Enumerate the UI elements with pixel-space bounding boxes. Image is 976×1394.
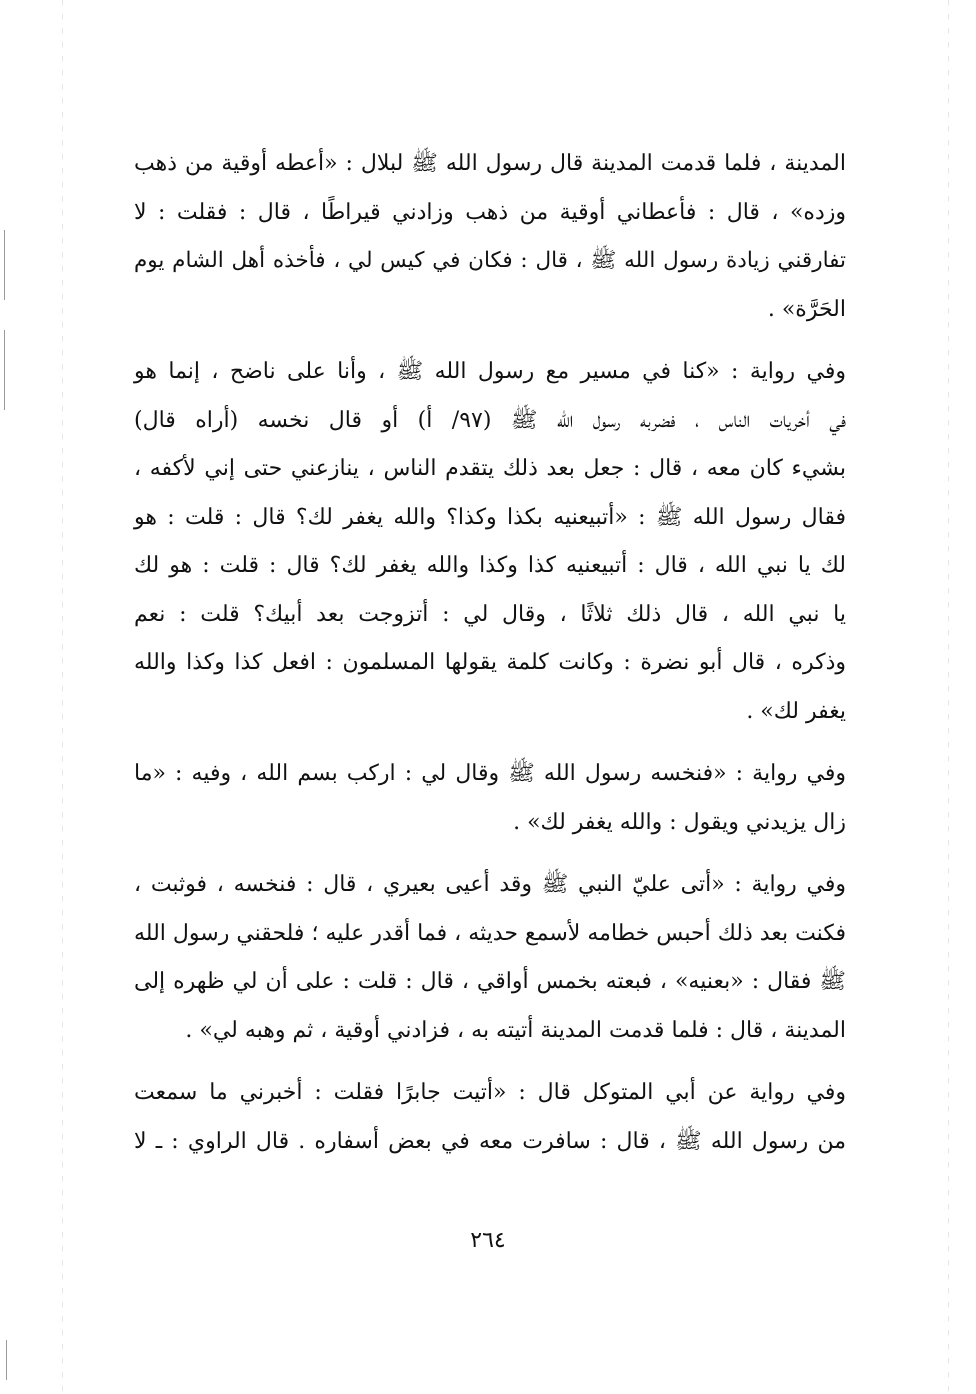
scan-guide-right: [948, 0, 949, 1394]
paragraph-2: [134, 348, 846, 736]
text-line: لك يا نبي الله ، قال : أتبيعنيه كذا وكذا والله يغفر لك؟ قال : قلت : هو لك: [134, 553, 846, 578]
scan-artifact: [4, 230, 5, 300]
page-body: [134, 140, 846, 1180]
text-line: وذكره ، قال أبو نضرة : وكانت كلمة يقولها المسلمون : افعل كذا وكذا والله: [134, 650, 846, 675]
text-line: فكنت بعد ذلك أحبس خطامه لأسمع حديثه ، فما أقدر عليه ؛ فلحقني رسول الله: [134, 920, 846, 946]
text-line: يغفر لك» .: [746, 698, 846, 724]
paragraph-5: [134, 1069, 846, 1166]
text-line: وزده» ، قال : فأعطاني أوقية من ذهب وزادني قيراطًا ، قال : فقلت : لا: [134, 199, 846, 225]
text-line: وفي رواية : «أتى عليّ النبي ﷺ وقد أعيى بعيري ، قال : فنخسه ، فوثبت ،: [134, 872, 846, 897]
scan-artifact: [4, 330, 5, 410]
text-line: بشيء كان معه ، قال : جعل بعد ذلك يتقدم الناس ، ينازعني حتى إني لأكفه ،: [134, 456, 846, 481]
text-line: الحَرَّة» .: [767, 296, 846, 322]
text-line: المدينة ، قال : فلما قدمت المدينة أتيته به ، فزادني أوقية ، ثم وهبه لي» .: [185, 1017, 846, 1043]
text-line: وفي رواية : «كنا في مسير مع رسول الله ﷺ ، وأنا على ناضح ، إنما هو: [134, 359, 846, 384]
paragraph-4: [134, 861, 846, 1055]
text-line: من رسول الله ﷺ ، قال : سافرت معه في بعض أسفاره . قال الراوي : ـ لا: [134, 1128, 846, 1154]
scan-artifact: [6, 1340, 7, 1380]
page-number: ٢٦٤: [470, 1228, 506, 1253]
text-line: تفارقني زيادة رسول الله ﷺ ، قال : فكان في كيس لي ، فأخذه أهل الشام يوم: [134, 248, 846, 273]
text-line: في أخريات الناس ، فضربه رسول الله ﷺ (٩٧/ أ) أو قال نخسه (أراه قال): [134, 407, 847, 433]
text-line: يا نبي الله ، قال ذلك ثلاثًا ، وقال لي : أتزوجت بعد أبيك؟ قلت : نعم: [134, 601, 846, 627]
text-line: ﷺ فقال : «بعنيه» ، فبعته بخمس أواقي ، قال : قلت : على أن لي ظهره إلى: [134, 969, 846, 994]
text-line: زال يزيدني ويقول : والله يغفر لك» .: [513, 809, 846, 835]
text-line: المدينة ، فلما قدمت المدينة قال رسول الله ﷺ لبلال : «أعطه أوقية من ذهب: [134, 151, 846, 176]
text-line: وفي رواية : «فنخسه رسول الله ﷺ وقال لي : اركب بسم الله ، وفيه : «ما: [134, 761, 846, 786]
paragraph-1: [134, 140, 846, 334]
scan-guide-left: [62, 0, 63, 1394]
text-line: وفي رواية عن أبي المتوكل قال : «أتيت جابرًا فقلت : أخبرني ما سمعت: [134, 1080, 846, 1105]
text-line: فقال رسول الله ﷺ : «أتبيعنيه بكذا وكذا؟ والله يغفر لك؟ قال : قلت : هو: [134, 504, 846, 530]
paragraph-3: [134, 750, 846, 847]
